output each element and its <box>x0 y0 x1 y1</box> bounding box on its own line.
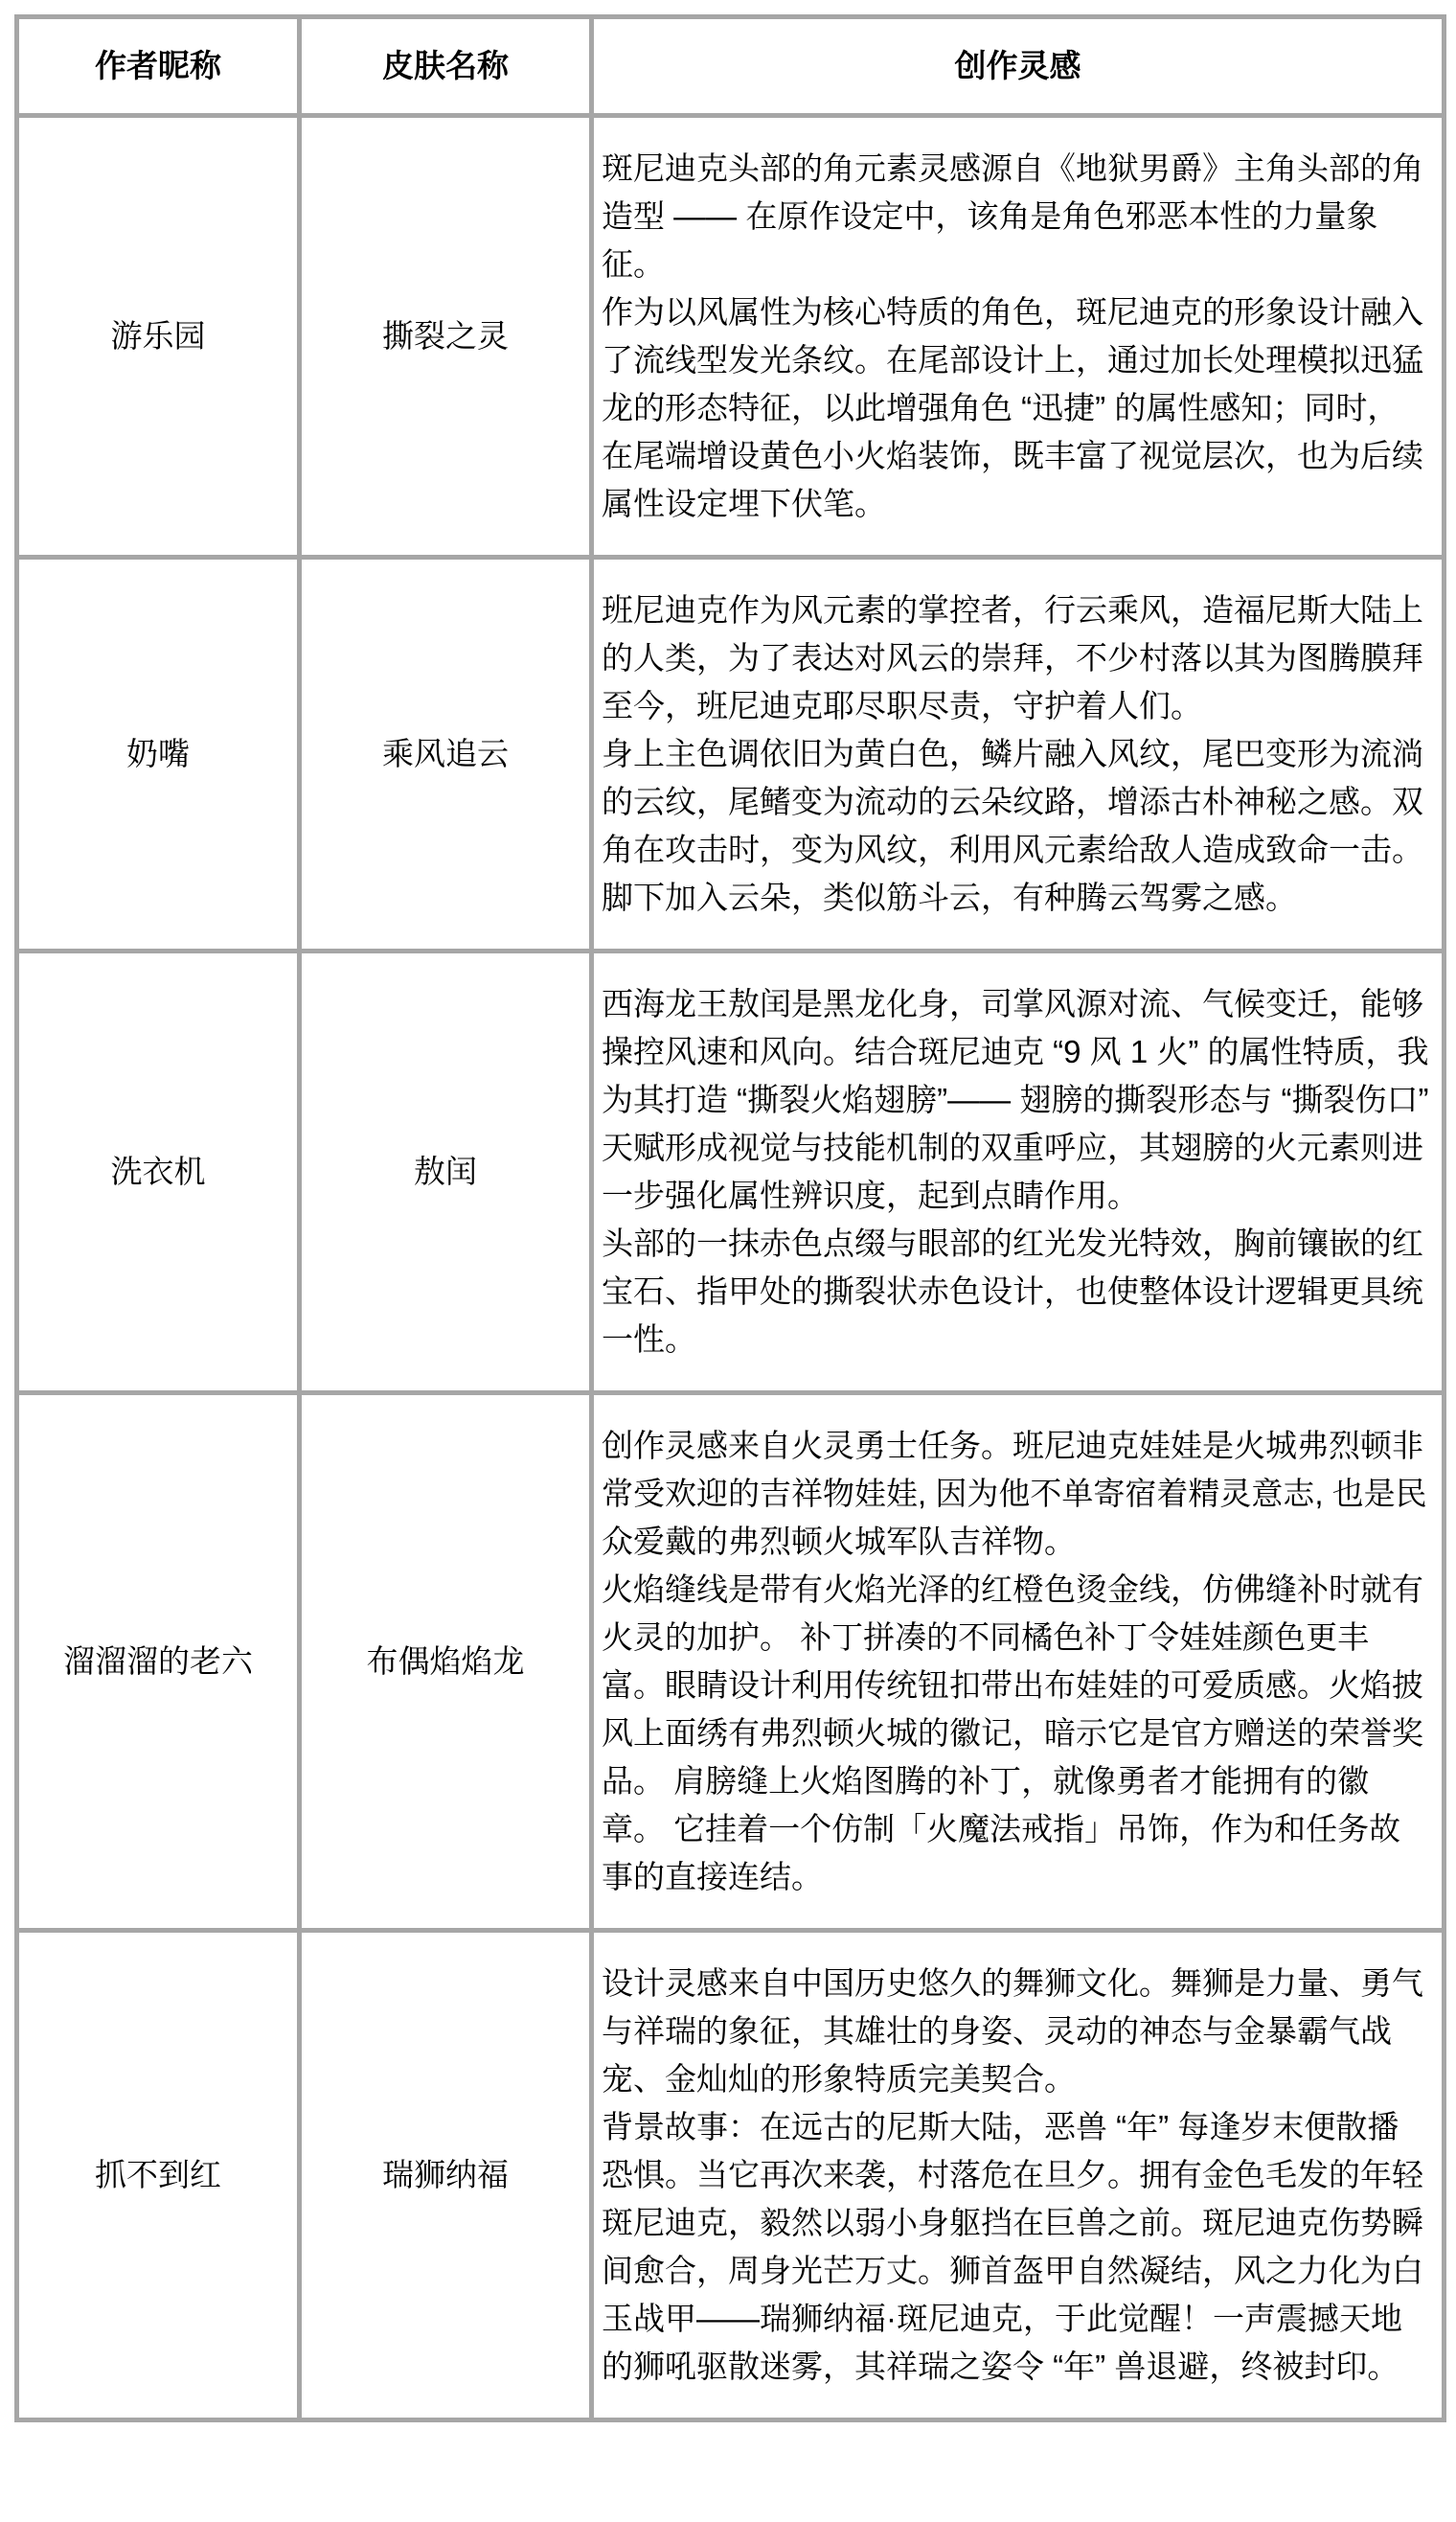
author-cell: 抓不到红 <box>17 1931 300 2420</box>
inspiration-cell <box>592 1931 1445 2420</box>
table-row <box>17 951 1445 1393</box>
inspiration-paragraph: 身上主色调依旧为黄白色，鳞片融入风纹，尾巴变形为流淌的云纹，尾鳍变为流动的云朵纹路，增添古朴神秘之感。双角在攻击时，变为风纹，利用风元素给敌人造成致命一击。脚下加入云朵，类似筋斗云，有种腾云驾雾之感。 <box>602 736 1423 915</box>
column-header-inspiration: 创作灵感 <box>592 17 1445 116</box>
inspiration-paragraph: 西海龙王敖闰是黑龙化身，司掌风源对流、气候变迁，能够操控风速和风向。结合斑尼迪克 “9 风 1 火” 的属性特质，我为其打造 “撕裂火焰翅膀”—— 翅膀的撕裂形态与 “撕裂伤口” 天赋形成视觉与技能机制的双重呼应，其翅膀的火元素则进一步强化属性辨识度，起到点睛作用。 <box>602 986 1429 1213</box>
inspiration-paragraph: 斑尼迪克头部的角元素灵感源自《地狱男爵》主角头部的角造型 —— 在原作设定中，该角是角色邪恶本性的力量象征。 <box>602 150 1423 282</box>
column-header-author: 作者昵称 <box>17 17 300 116</box>
table-row <box>17 1931 1445 2420</box>
skin-name-cell: 瑞狮纳福 <box>300 1931 592 2420</box>
inspiration-cell <box>592 116 1445 558</box>
table-row <box>17 1393 1445 1931</box>
skin-name-cell: 乘风追云 <box>300 558 592 951</box>
skin-name-cell: 敖闰 <box>300 951 592 1393</box>
inspiration-cell <box>592 558 1445 951</box>
author-cell: 游乐园 <box>17 116 300 558</box>
inspiration-paragraph: 头部的一抹赤色点缀与眼部的红光发光特效，胸前镶嵌的红宝石、指甲处的撕裂状赤色设计，也使整体设计逻辑更具统一性。 <box>602 1226 1423 1357</box>
skin-name-cell: 撕裂之灵 <box>300 116 592 558</box>
inspiration-paragraph: 火焰缝线是带有火焰光泽的红橙色烫金线，仿佛缝补时就有火灵的加护。 补丁拼凑的不同橘色补丁令娃娃颜色更丰富。眼睛设计利用传统钮扣带出布娃娃的可爱质感。火焰披风上面绣有弗烈顿火城的徽记，暗示它是官方赠送的荣誉奖品。 肩膀缝上火焰图腾的补丁，就像勇者才能拥有的徽章。 它挂着一个仿制「火魔法戒指」吊饰，作为和任务故事的直接连结。 <box>602 1571 1423 1894</box>
column-header-skin: 皮肤名称 <box>300 17 592 116</box>
author-cell: 奶嘴 <box>17 558 300 951</box>
inspiration-cell <box>592 1393 1445 1931</box>
inspiration-paragraph: 设计灵感来自中国历史悠久的舞狮文化。舞狮是力量、勇气与祥瑞的象征，其雄壮的身姿、灵动的神态与金暴霸气战宠、金灿灿的形象特质完美契合。 <box>602 1965 1423 2097</box>
skin-name-cell: 布偶焰焰龙 <box>300 1393 592 1931</box>
table-header-row <box>17 17 1445 116</box>
inspiration-paragraph: 创作灵感来自火灵勇士任务。班尼迪克娃娃是火城弗烈顿非常受欢迎的吉祥物娃娃, 因为他不单寄宿着精灵意志, 也是民众爱戴的弗烈顿火城军队吉祥物。 <box>602 1428 1427 1559</box>
inspiration-paragraph: 背景故事：在远古的尼斯大陆，恶兽 “年” 每逢岁末便散播恐惧。当它再次来袭，村落危在旦夕。拥有金色毛发的年轻斑尼迪克，毅然以弱小身躯挡在巨兽之前。斑尼迪克伤势瞬间愈合，周身光芒万丈。狮首盔甲自然凝结，风之力化为白玉战甲——瑞狮纳福·斑尼迪克，于此觉醒！一声震撼天地的狮吼驱散迷雾，其祥瑞之姿令 “年” 兽退避，终被封印。 <box>602 2109 1423 2384</box>
table-row <box>17 116 1445 558</box>
author-cell: 溜溜溜的老六 <box>17 1393 300 1931</box>
table-row <box>17 558 1445 951</box>
inspiration-paragraph: 作为以风属性为核心特质的角色，斑尼迪克的形象设计融入了流线型发光条纹。在尾部设计上，通过加长处理模拟迅猛龙的形态特征，以此增强角色 “迅捷” 的属性感知；同时，在尾端增设黄色小火焰装饰，既丰富了视觉层次，也为后续属性设定埋下伏笔。 <box>602 294 1423 521</box>
author-cell: 洗衣机 <box>17 951 300 1393</box>
inspiration-paragraph: 班尼迪克作为风元素的掌控者，行云乘风，造福尼斯大陆上的人类，为了表达对风云的崇拜，不少村落以其为图腾膜拜至今，班尼迪克耶尽职尽责，守护着人们。 <box>602 592 1423 723</box>
skin-inspiration-table <box>14 14 1446 2422</box>
inspiration-cell <box>592 951 1445 1393</box>
